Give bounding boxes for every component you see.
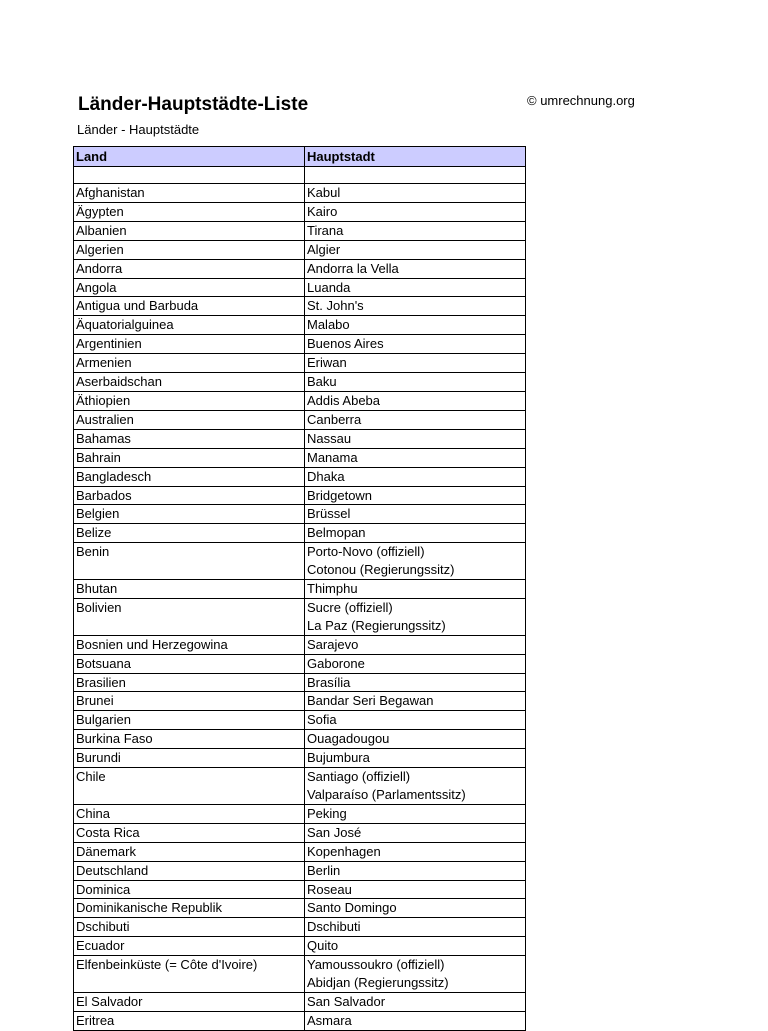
table-row xyxy=(74,410,526,429)
capital-name: Buenos Aires xyxy=(307,336,384,352)
country-cell: Dominikanische Republik xyxy=(74,899,305,918)
country-cell: Belgien xyxy=(74,505,305,524)
capital-cell xyxy=(305,278,526,297)
country-cell: Algerien xyxy=(74,240,305,259)
country-cell: Chile xyxy=(74,768,305,805)
country-cell: Argentinien xyxy=(74,335,305,354)
capital-cell xyxy=(305,861,526,880)
country-cell: Ecuador xyxy=(74,937,305,956)
country-cell: China xyxy=(74,804,305,823)
table-row xyxy=(74,297,526,316)
country-cell: Botsuana xyxy=(74,654,305,673)
table-row xyxy=(74,373,526,392)
capital-name: Thimphu xyxy=(307,581,358,597)
capital-cell xyxy=(305,335,526,354)
capital-name: Dschibuti xyxy=(307,919,361,935)
capital-name: Brüssel xyxy=(307,506,351,522)
capital-cell xyxy=(305,448,526,467)
table-row xyxy=(74,429,526,448)
table-row xyxy=(74,842,526,861)
table-row xyxy=(74,673,526,692)
table-row xyxy=(74,486,526,505)
country-cell: Armenien xyxy=(74,354,305,373)
capital-cell xyxy=(305,429,526,448)
country-cell: Costa Rica xyxy=(74,823,305,842)
country-cell: Eritrea xyxy=(74,1011,305,1030)
capital-cell xyxy=(305,486,526,505)
capital-cell xyxy=(305,956,526,993)
table-row xyxy=(74,804,526,823)
capital-name: Valparaíso (Parlamentssitz) xyxy=(307,787,466,802)
table-row xyxy=(74,448,526,467)
page-subtitle: Länder - Hauptstädte xyxy=(77,122,200,137)
table-header-row xyxy=(74,147,526,167)
capital-name: Bujumbura xyxy=(307,750,370,766)
capital-name: Peking xyxy=(307,805,347,821)
capital-name: Quito xyxy=(307,938,339,954)
country-cell: Bolivien xyxy=(74,598,305,635)
country-cell: Bosnien und Herzegowina xyxy=(74,635,305,654)
capital-cell xyxy=(305,937,526,956)
column-header-land: Land xyxy=(74,147,305,167)
table-row xyxy=(74,221,526,240)
country-cell: Barbados xyxy=(74,486,305,505)
capital-name: Berlin xyxy=(307,862,341,878)
table-row xyxy=(74,1011,526,1030)
country-cell: Afghanistan xyxy=(74,184,305,203)
capital-name: Sarajevo xyxy=(307,636,359,652)
capital-name: Kopenhagen xyxy=(307,843,381,859)
table-row xyxy=(74,335,526,354)
capital-name: Roseau xyxy=(307,881,352,897)
capital-name: Sucre (offiziell) xyxy=(307,599,393,615)
table-row xyxy=(74,316,526,335)
capital-cell xyxy=(305,297,526,316)
capital-cell xyxy=(305,768,526,805)
capital-name: Sofia xyxy=(307,712,337,728)
country-cell: Bhutan xyxy=(74,580,305,599)
capital-cell xyxy=(305,1011,526,1030)
capital-name: Manama xyxy=(307,449,358,465)
country-cell: Belize xyxy=(74,524,305,543)
country-cell: Australien xyxy=(74,410,305,429)
table-row xyxy=(74,202,526,221)
table-row xyxy=(74,467,526,486)
country-cell: Antigua und Barbuda xyxy=(74,297,305,316)
capital-cell xyxy=(305,580,526,599)
copyright-text: © umrechnung.org xyxy=(527,93,635,108)
country-cell: Dominica xyxy=(74,880,305,899)
country-cell: Bulgarien xyxy=(74,711,305,730)
capital-name: Eriwan xyxy=(307,355,347,371)
capital-cell xyxy=(305,692,526,711)
capital-name: Algier xyxy=(307,241,341,257)
page-title: Länder-Hauptstädte-Liste xyxy=(78,94,309,115)
table-row xyxy=(74,711,526,730)
table-row xyxy=(74,880,526,899)
capital-name: Belmopan xyxy=(307,525,366,541)
capital-name: Luanda xyxy=(307,279,351,295)
capital-cell xyxy=(305,673,526,692)
column-header-hauptstadt: Hauptstadt xyxy=(305,147,526,167)
table-row xyxy=(74,823,526,842)
table-row xyxy=(74,654,526,673)
capital-cell xyxy=(305,467,526,486)
table-row xyxy=(74,391,526,410)
capital-name: Ouagadougou xyxy=(307,731,390,747)
table-row xyxy=(74,730,526,749)
table-row xyxy=(74,992,526,1011)
capital-cell xyxy=(305,391,526,410)
capital-cell xyxy=(305,240,526,259)
table-row xyxy=(74,580,526,599)
capital-name: Canberra xyxy=(307,411,362,427)
capital-name: Kairo xyxy=(307,203,338,219)
blank-cell xyxy=(305,167,526,184)
capital-cell xyxy=(305,749,526,768)
capital-name: Dhaka xyxy=(307,468,345,484)
country-cell: Angola xyxy=(74,278,305,297)
capital-name: Nassau xyxy=(307,430,352,446)
capital-cell xyxy=(305,711,526,730)
capital-cell xyxy=(305,842,526,861)
country-cell: Burkina Faso xyxy=(74,730,305,749)
country-cell: Deutschland xyxy=(74,861,305,880)
table-body xyxy=(74,167,526,1031)
capital-cell xyxy=(305,316,526,335)
capital-cell xyxy=(305,202,526,221)
capital-cell xyxy=(305,598,526,635)
capital-cell xyxy=(305,635,526,654)
country-cell: Burundi xyxy=(74,749,305,768)
country-cell: Äthiopien xyxy=(74,391,305,410)
capital-cell xyxy=(305,823,526,842)
table-row xyxy=(74,505,526,524)
capital-name: Yamoussoukro (offiziell) xyxy=(307,957,445,973)
capital-cell xyxy=(305,992,526,1011)
capital-cell xyxy=(305,918,526,937)
table-row xyxy=(74,524,526,543)
capital-cell xyxy=(305,654,526,673)
blank-cell xyxy=(74,167,305,184)
table-row xyxy=(74,861,526,880)
table-row xyxy=(74,635,526,654)
capital-name: Abidjan (Regierungssitz) xyxy=(307,975,449,991)
capital-name: Tirana xyxy=(307,222,344,238)
capital-name: Santiago (offiziell) xyxy=(307,769,411,785)
capital-cell xyxy=(305,880,526,899)
country-cell: El Salvador xyxy=(74,992,305,1011)
table-row xyxy=(74,259,526,278)
country-cell: Aserbaidschan xyxy=(74,373,305,392)
table-row xyxy=(74,184,526,203)
table-row xyxy=(74,749,526,768)
country-cell: Albanien xyxy=(74,221,305,240)
country-cell: Dänemark xyxy=(74,842,305,861)
capital-name: La Paz (Regierungssitz) xyxy=(307,617,446,633)
blank-row xyxy=(74,167,526,184)
country-cell: Dschibuti xyxy=(74,918,305,937)
capital-cell xyxy=(305,543,526,580)
countries-capitals-table xyxy=(73,146,526,1031)
country-cell: Brunei xyxy=(74,692,305,711)
capital-name: Cotonou (Regierungssitz) xyxy=(307,562,455,578)
capital-name: San José xyxy=(307,824,362,840)
country-cell: Ägypten xyxy=(74,202,305,221)
table-row xyxy=(74,354,526,373)
capital-cell xyxy=(305,730,526,749)
capital-cell xyxy=(305,184,526,203)
country-cell: Benin xyxy=(74,543,305,580)
table-row xyxy=(74,937,526,956)
capital-cell xyxy=(305,259,526,278)
capital-name: Gaborone xyxy=(307,655,365,671)
capital-name: Andorra la Vella xyxy=(307,260,399,276)
country-cell: Äquatorialguinea xyxy=(74,316,305,335)
capital-name: Santo Domingo xyxy=(307,900,397,916)
table-row xyxy=(74,543,526,580)
table-row xyxy=(74,899,526,918)
table-row xyxy=(74,692,526,711)
table-row xyxy=(74,956,526,993)
capital-name: Asmara xyxy=(307,1012,352,1028)
capital-cell xyxy=(305,505,526,524)
country-cell: Bangladesch xyxy=(74,467,305,486)
capital-cell xyxy=(305,221,526,240)
capital-name: Bandar Seri Begawan xyxy=(307,693,434,709)
table-row xyxy=(74,598,526,635)
capital-name: Baku xyxy=(307,374,337,390)
capital-name: Malabo xyxy=(307,317,350,333)
capital-name: Addis Abeba xyxy=(307,392,381,408)
table-row xyxy=(74,918,526,937)
capital-name: Brasília xyxy=(307,674,351,690)
capital-name: Porto-Novo (offiziell) xyxy=(307,544,425,560)
table-row xyxy=(74,278,526,297)
capital-cell xyxy=(305,354,526,373)
table-row xyxy=(74,768,526,805)
table-row xyxy=(74,240,526,259)
capital-name: St. John's xyxy=(307,298,364,314)
country-cell: Andorra xyxy=(74,259,305,278)
country-cell: Elfenbeinküste (= Côte d'Ivoire) xyxy=(74,956,305,993)
country-cell: Bahrain xyxy=(74,448,305,467)
capital-cell xyxy=(305,373,526,392)
capital-cell xyxy=(305,410,526,429)
capital-name: San Salvador xyxy=(307,993,386,1009)
capital-cell xyxy=(305,804,526,823)
capital-cell xyxy=(305,899,526,918)
country-cell: Bahamas xyxy=(74,429,305,448)
capital-name: Bridgetown xyxy=(307,487,373,503)
capital-name: Kabul xyxy=(307,185,341,200)
capital-cell xyxy=(305,524,526,543)
country-cell: Brasilien xyxy=(74,673,305,692)
